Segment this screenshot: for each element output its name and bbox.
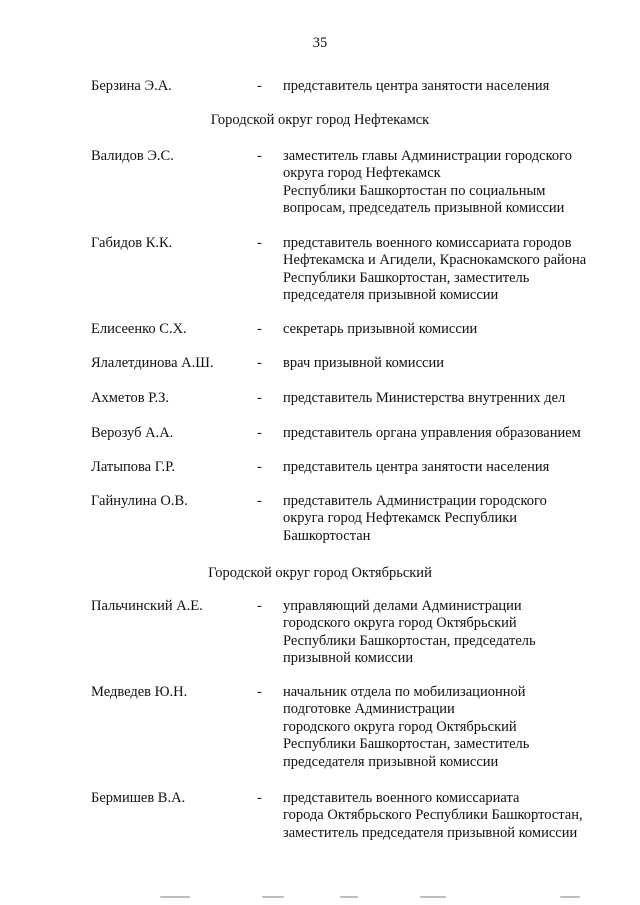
- role-line: заместитель председателя призывной комиссии: [283, 824, 578, 841]
- role-line: округа город Нефтекамск: [283, 165, 441, 182]
- member-role: [283, 321, 613, 338]
- role-line: секретарь призывной комиссии: [283, 321, 478, 337]
- member-role: [283, 148, 613, 218]
- dash-separator: -: [257, 425, 262, 441]
- dash-separator: -: [257, 790, 262, 806]
- member-name: Пальчинский А.Е.: [91, 598, 203, 614]
- dash-separator: -: [257, 459, 262, 475]
- dash-separator: -: [257, 235, 262, 251]
- scan-artifact: [340, 896, 358, 898]
- member-name: Латыпова Г.Р.: [91, 459, 175, 475]
- role-line: городского округа город Октябрьский: [283, 718, 517, 735]
- scan-artifact: [560, 896, 580, 898]
- scan-artifact: [160, 896, 190, 898]
- role-line: городского округа город Октябрьский: [283, 615, 517, 632]
- role-line: врач призывной комиссии: [283, 355, 444, 371]
- dash-separator: -: [257, 390, 262, 406]
- role-line: вопросам, председатель призывной комиссии: [283, 200, 565, 217]
- member-role: [283, 78, 613, 95]
- member-name: Берзина Э.А.: [91, 78, 172, 94]
- role-line: города Октябрьского Республики Башкортостан,: [283, 807, 583, 824]
- member-role: [283, 598, 613, 668]
- role-line: начальник отдела по мобилизационной: [283, 684, 526, 700]
- member-role: [283, 390, 613, 407]
- dash-separator: -: [257, 148, 262, 164]
- dash-separator: -: [257, 321, 262, 337]
- scan-artifact: [420, 896, 446, 898]
- role-line: Башкортостан: [283, 527, 371, 544]
- role-line: Республики Башкортостан по социальным: [283, 182, 546, 199]
- member-name: Елисеенко С.Х.: [91, 321, 187, 337]
- member-role: [283, 459, 613, 476]
- role-line: управляющий делами Администрации: [283, 598, 522, 614]
- role-line: представитель центра занятости населения: [283, 459, 550, 475]
- member-name: Ялалетдинова А.Ш.: [91, 355, 214, 371]
- dash-separator: -: [257, 684, 262, 700]
- member-role: [283, 790, 613, 842]
- role-line: председателя призывной комиссии: [283, 753, 499, 770]
- member-role: [283, 684, 613, 771]
- role-line: призывной комиссии: [283, 650, 414, 667]
- role-line: Республики Башкортостан, заместитель: [283, 269, 530, 286]
- section-title-oktyabrsky: Городской округ город Октябрьский: [208, 565, 432, 581]
- role-line: представитель органа управления образованием: [283, 425, 581, 441]
- member-role: [283, 493, 613, 545]
- dash-separator: -: [257, 493, 262, 509]
- role-line: округа город Нефтекамск Республики: [283, 510, 518, 527]
- member-name: Валидов Э.С.: [91, 148, 174, 164]
- member-role: [283, 235, 613, 305]
- member-name: Верозуб А.А.: [91, 425, 174, 441]
- member-name: Гайнулина О.В.: [91, 493, 188, 509]
- role-line: заместитель главы Администрации городского: [283, 148, 572, 164]
- member-name: Ахметов Р.З.: [91, 390, 169, 406]
- role-line: представитель военного комиссариата городов: [283, 235, 572, 251]
- member-role: [283, 425, 613, 442]
- role-line: Нефтекамска и Агидели, Краснокамского района: [283, 252, 587, 269]
- member-role: [283, 355, 613, 372]
- role-line: представитель военного комиссариата: [283, 790, 520, 806]
- member-name: Медведев Ю.Н.: [91, 684, 188, 700]
- role-line: председателя призывной комиссии: [283, 287, 499, 304]
- dash-separator: -: [257, 355, 262, 371]
- dash-separator: -: [257, 78, 262, 94]
- member-name: Бермишев В.А.: [91, 790, 186, 806]
- role-line: представитель центра занятости населения: [283, 78, 550, 94]
- role-line: представитель Администрации городского: [283, 493, 547, 509]
- section-title-neftekamsk: Городской округ город Нефтекамск: [210, 112, 430, 128]
- dash-separator: -: [257, 598, 262, 614]
- role-line: подготовке Администрации: [283, 701, 455, 718]
- role-line: Республики Башкортостан, заместитель: [283, 736, 530, 753]
- page-number: 35: [312, 35, 328, 51]
- member-name: Габидов К.К.: [91, 235, 173, 251]
- scan-artifact: [262, 896, 284, 898]
- role-line: представитель Министерства внутренних дел: [283, 390, 566, 406]
- role-line: Республики Башкортостан, председатель: [283, 632, 536, 649]
